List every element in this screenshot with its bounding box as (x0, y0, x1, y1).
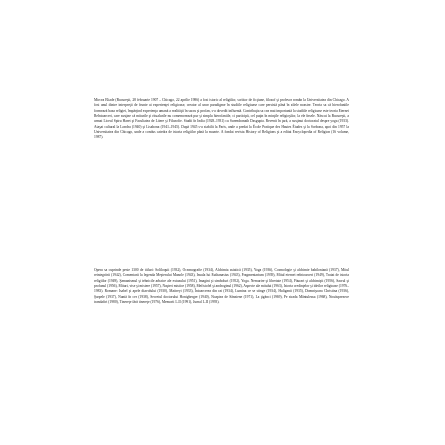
paragraph-text: Opera sa cuprinde peste 1300 de titluri: Soliloquii (1932), Oceanografie (1934), Alchimia asiatică (1935), Yoga (1936), Cosmologie şi alchimie babiloniană (1937), Mitul reintegrării (1942), Comentarii la legenda Meşterului Manole (1943), Insula lui Euthanasius (1943), Fragmentarium (1939), Mitul eternei reîntoarceri (1949), Tratat de istoria religiilor (1949), Şamanismul şi tehnicile arhaice ale extazului (1951), Imagini şi simboluri (1952), Yoga. Nemurire şi libertate (1954), Făurari şi alchimişti (1956), Sacrul şi profanul (1956), Mituri, vise şi mistere (1957), Naşteri mistice (1958), Mefistofel şi androginul (1962), Aspecte ale mitului (1963), Istoria credinţelor şi ideilor religioase (1976–1983). Romane: Isabel şi apele diavolului (1930), Maitreyi (1933), Întoarcerea din rai (1934), Lumina ce se stinge (1934), Huliganii (1935), Domnişoara Christina (1936), Şarpele (1937), Nuntă în cer (1938), Secretul doctorului Honigberger (1940), Noaptea de Sânziene (1971), La ţigănci (1969), Pe strada Mântuleasa (1968), Nouăsprezece trandafiri (1980), Tinereţe fără tinereţe (1976), Memorii I–II (1991), Jurnal I–II (1993). (94, 268, 349, 305)
document-paragraph-2 (94, 268, 349, 305)
paragraph-text: Mircea Eliade (Bucureşti, 28 februarie 1907 – Chicago, 22 aprilie 1986) a fost istoric al religiilor, scriitor de ficţiune, filozof şi profesor român la Universitatea din Chicago. A fost unul dintre interpreţii de frunte ai experienţei religioase, creator al unor paradigme în studiile religioase care persistă până în zilele noastre. Teoria sa că hierofaniile formează baza religiei, împărţind experienţa umană a realităţii în sacru şi profan, s-a dovedit influentă. Contribuţia sa cea mai importantă la studiile religioase este teoria Eternei Reîntoarceri, care susţine că miturile şi ritualurile nu comemorează pur şi simplu hierofaniile, ci participă, cel puţin în minţile religioşilor, la ele însele. Născut la Bucureşti, a urmat Liceul Spiru Haret şi Facultatea de Litere şi Filozofie. Studii în India (1928–1931) cu Surendranath Dasgupta. Revenit în ţară, a susţinut doctoratul despre yoga (1933). Ataşat cultural la Londra (1940) şi Lisabona (1941–1945). După 1945 s-a stabilit la Paris, unde a predat la École Pratique des Hautes Études şi la Sorbona, apoi din 1957 la Universitatea din Chicago, unde a condus catedra de istoria religiilor până la moarte. A fondat revista History of Religions şi a editat Encyclopedia of Religion (16 volume, 1987). (94, 98, 349, 140)
document-paragraph-1 (94, 98, 349, 141)
